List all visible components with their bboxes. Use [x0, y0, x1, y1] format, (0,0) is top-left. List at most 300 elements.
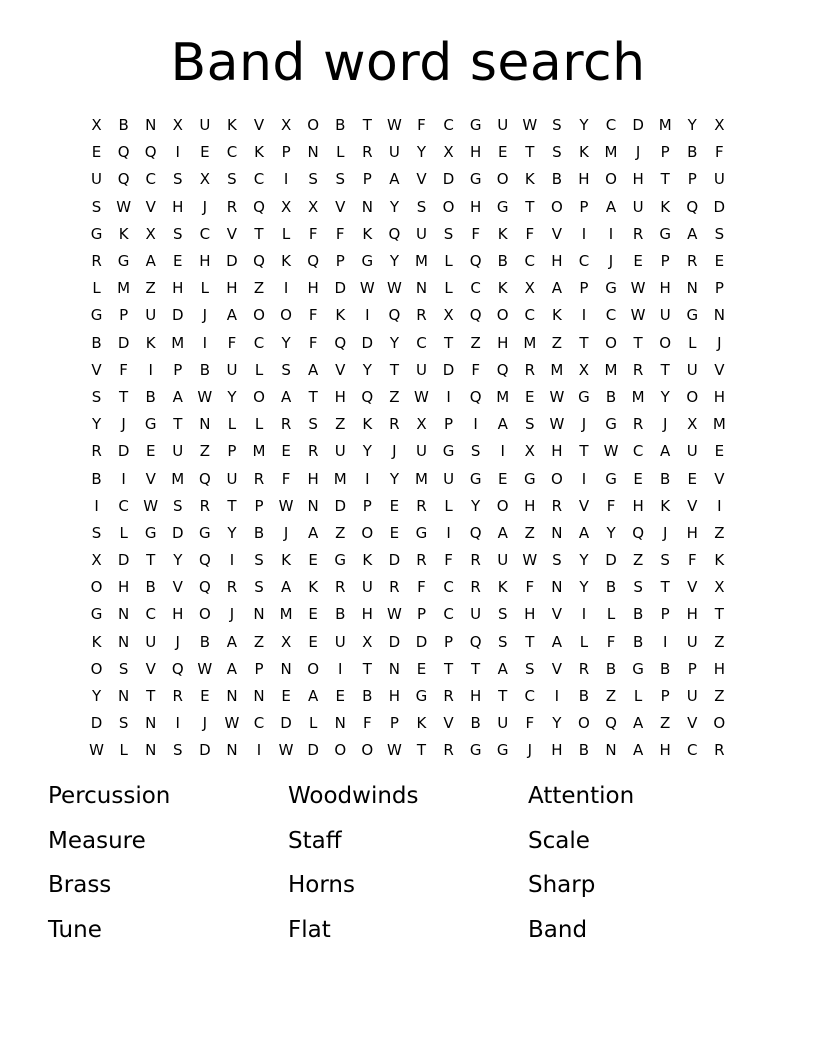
grid-letter: A [172, 387, 183, 406]
grid-letter: A [389, 170, 400, 189]
grid-letter: G [496, 741, 509, 760]
grid-letter: O [550, 469, 563, 488]
grid-letter: I [554, 687, 560, 706]
grid-letter: Q [334, 333, 347, 352]
grid-letter: L [200, 279, 210, 298]
grid-letter: J [608, 252, 614, 271]
grid-letter: X [443, 306, 454, 325]
grid-letter: T [525, 632, 535, 651]
grid-letter: H [659, 279, 671, 298]
grid-row [83, 438, 733, 465]
grid-letter: P [254, 496, 264, 515]
grid-letter: Q [632, 523, 644, 542]
grid-letter: M [279, 605, 293, 624]
grid-letter: R [389, 578, 400, 597]
grid-letter: O [280, 306, 292, 325]
grid-letter: P [687, 170, 697, 189]
grid-letter: J [662, 415, 668, 434]
grid-letter: I [283, 170, 289, 189]
grid-letter: I [581, 469, 587, 488]
grid-letter: N [145, 116, 157, 135]
grid-letter: O [496, 496, 509, 515]
grid-letter: F [417, 578, 426, 597]
grid-letter: F [281, 469, 291, 488]
grid-letter: Z [335, 415, 346, 434]
grid-letter: K [497, 279, 508, 298]
grid-letter: M [171, 469, 185, 488]
grid-letter: B [199, 632, 210, 651]
grid-letter: K [524, 170, 535, 189]
grid-row [83, 357, 733, 384]
grid-letter: Q [496, 360, 509, 379]
grid-letter: Y [471, 496, 481, 515]
grid-letter: E [308, 551, 318, 570]
word-list [48, 776, 788, 954]
grid-letter: G [496, 197, 509, 216]
grid-letter: D [90, 714, 103, 733]
grid-row [83, 112, 733, 139]
grid-letter: I [175, 143, 180, 162]
grid-letter: I [608, 224, 614, 243]
grid-letter: O [361, 741, 374, 760]
grid-letter: H [469, 197, 482, 216]
grid-letter: G [442, 442, 455, 461]
grid-letter: C [605, 116, 617, 135]
grid-letter: Q [198, 469, 211, 488]
grid-letter: R [253, 469, 265, 488]
grid-letter: Y [579, 116, 589, 135]
grid-letter: V [172, 578, 183, 597]
grid-letter: E [308, 605, 318, 624]
grid-letter: J [202, 197, 208, 216]
grid-letter: Z [335, 523, 346, 542]
grid-letter: T [579, 442, 589, 461]
grid-letter: P [660, 687, 670, 706]
grid-letter: O [334, 741, 347, 760]
grid-letter: F [525, 578, 535, 597]
grid-letter: L [444, 279, 453, 298]
grid-letter: E [525, 387, 535, 406]
grid-letter: A [226, 632, 238, 651]
grid-letter: I [365, 469, 370, 488]
grid-letter: A [497, 523, 508, 542]
grid-letter: E [714, 252, 725, 271]
grid-letter: B [470, 714, 481, 733]
grid-letter: W [386, 116, 402, 135]
grid-row [83, 330, 733, 357]
grid-letter: K [335, 306, 346, 325]
grid-letter: K [308, 578, 319, 597]
grid-letter: G [90, 605, 103, 624]
grid-letter: P [227, 442, 237, 461]
grid-letter: R [551, 496, 563, 515]
grid-letter: L [119, 741, 128, 760]
grid-letter: F [687, 551, 697, 570]
word-list-item: Brass [48, 872, 112, 898]
grid-letter: S [552, 143, 562, 162]
grid-letter: V [578, 496, 590, 515]
grid-letter: C [416, 333, 427, 352]
grid-letter: Y [281, 333, 291, 352]
grid-letter: I [202, 333, 208, 352]
grid-letter: G [469, 741, 482, 760]
grid-letter: N [713, 306, 725, 325]
grid-letter: L [336, 143, 345, 162]
grid-letter: V [443, 714, 454, 733]
grid-letter: O [307, 116, 320, 135]
grid-letter: S [91, 523, 102, 542]
grid-letter: V [145, 659, 156, 678]
grid-letter: U [443, 469, 455, 488]
grid-letter: X [199, 170, 210, 189]
grid-letter: O [605, 170, 617, 189]
grid-letter: Y [552, 714, 562, 733]
grid-letter: T [389, 360, 399, 379]
word-list-item: Tune [48, 916, 102, 943]
grid-letter: M [333, 469, 347, 488]
grid-letter: Z [389, 387, 400, 406]
grid-letter: X [416, 415, 427, 434]
grid-letter: S [118, 659, 129, 678]
grid-letter: R [578, 659, 590, 678]
grid-letter: U [686, 360, 698, 379]
grid-letter: T [146, 687, 156, 706]
grid-letter: C [226, 143, 238, 162]
word-list-item: Band [528, 916, 588, 943]
grid-letter: C [253, 333, 265, 352]
grid-letter: J [121, 415, 126, 434]
grid-letter: T [416, 741, 427, 760]
grid-letter: U [334, 442, 346, 461]
grid-letter: G [578, 387, 590, 406]
grid-letter: A [632, 714, 644, 733]
grid-letter: W [386, 279, 402, 298]
grid-letter: P [687, 659, 697, 678]
grid-row [83, 411, 733, 438]
grid-row [83, 683, 733, 710]
grid-letter: G [469, 170, 482, 189]
grid-letter: H [361, 605, 373, 624]
grid-letter: O [659, 333, 672, 352]
grid-letter: H [659, 741, 671, 760]
grid-letter: R [443, 687, 454, 706]
grid-letter: L [281, 224, 291, 243]
grid-letter: L [444, 252, 453, 271]
grid-letter: E [687, 469, 697, 488]
grid-letter: J [283, 523, 289, 542]
grid-letter: H [524, 605, 536, 624]
grid-letter: B [335, 605, 346, 624]
grid-letter: I [581, 605, 587, 624]
grid-letter: Y [91, 415, 102, 434]
grid-letter: S [254, 578, 264, 597]
word-list-item: Measure [48, 827, 146, 854]
grid-row [83, 465, 733, 492]
grid-letter: N [686, 279, 698, 298]
grid-letter: Z [714, 687, 725, 706]
grid-letter: B [551, 170, 563, 189]
grid-letter: A [308, 523, 319, 542]
grid-letter: Y [579, 578, 589, 597]
grid-letter: Y [362, 360, 372, 379]
grid-letter: P [254, 659, 264, 678]
grid-letter: G [469, 469, 482, 488]
grid-letter: X [172, 116, 183, 135]
grid-letter: T [471, 659, 481, 678]
grid-letter: C [253, 714, 265, 733]
grid-letter: S [308, 415, 318, 434]
grid-letter: I [500, 442, 505, 461]
grid-letter: T [443, 333, 454, 352]
grid-letter: F [363, 714, 372, 733]
grid-letter: G [90, 224, 103, 243]
grid-letter: N [226, 687, 238, 706]
grid-letter: P [660, 252, 670, 271]
grid-letter: S [173, 496, 183, 515]
grid-letter: S [335, 170, 345, 189]
grid-letter: N [118, 605, 130, 624]
grid-letter: F [525, 224, 535, 243]
grid-letter: F [606, 496, 616, 515]
grid-letter: C [145, 605, 156, 624]
grid-letter: L [254, 360, 264, 379]
grid-letter: Z [145, 279, 156, 298]
grid-letter: I [256, 741, 262, 760]
grid-letter: A [687, 224, 698, 243]
grid-letter: G [659, 224, 671, 243]
grid-letter: Q [388, 306, 401, 325]
grid-letter: H [117, 578, 130, 597]
grid-letter: M [415, 469, 428, 488]
grid-letter: R [632, 415, 644, 434]
grid-letter: D [171, 523, 184, 542]
grid-letter: I [283, 279, 289, 298]
grid-letter: S [173, 741, 183, 760]
grid-row [83, 384, 733, 411]
grid-letter: W [224, 714, 240, 733]
grid-letter: Z [605, 687, 617, 706]
grid-letter: C [118, 496, 129, 515]
grid-letter: A [280, 578, 292, 597]
grid-row [83, 601, 733, 628]
grid-letter: U [686, 442, 698, 461]
grid-letter: Z [714, 632, 725, 651]
grid-letter: C [605, 306, 617, 325]
grid-letter: Q [469, 523, 482, 542]
grid-letter: W [116, 197, 132, 216]
grid-letter: D [117, 333, 130, 352]
grid-letter: K [254, 143, 264, 162]
grid-letter: E [281, 687, 291, 706]
grid-letter: P [714, 279, 724, 298]
grid-row [83, 656, 733, 683]
grid-letter: H [578, 170, 590, 189]
grid-letter: G [90, 306, 103, 325]
grid-letter: E [173, 252, 183, 271]
grid-letter: E [714, 442, 725, 461]
grid-letter: X [524, 442, 535, 461]
grid-letter: F [444, 551, 453, 570]
grid-letter: T [443, 659, 454, 678]
grid-letter: R [443, 741, 454, 760]
grid-letter: R [632, 224, 644, 243]
grid-letter: V [145, 197, 156, 216]
grid-letter: D [605, 551, 617, 570]
grid-letter: E [497, 143, 508, 162]
grid-letter: D [171, 306, 184, 325]
word-list-item: Scale [528, 827, 590, 854]
grid-letter: I [365, 306, 370, 325]
grid-letter: S [497, 605, 508, 624]
grid-letter: M [117, 279, 131, 298]
grid-letter: G [469, 116, 482, 135]
grid-letter: W [278, 741, 294, 760]
grid-letter: B [253, 523, 265, 542]
grid-letter: K [362, 415, 373, 434]
grid-letter: O [713, 714, 726, 733]
grid-letter: E [633, 469, 643, 488]
grid-letter: P [579, 279, 589, 298]
grid-letter: A [497, 659, 508, 678]
grid-letter: D [226, 252, 238, 271]
grid-letter: A [308, 360, 319, 379]
grid-letter: D [388, 551, 401, 570]
grid-letter: W [359, 279, 375, 298]
grid-letter: N [118, 632, 130, 651]
grid-letter: J [175, 632, 180, 651]
grid-letter: W [522, 551, 538, 570]
grid-letter: E [308, 632, 318, 651]
grid-letter: R [687, 252, 698, 271]
grid-letter: S [173, 170, 183, 189]
grid-letter: A [497, 415, 508, 434]
grid-letter: Y [579, 551, 589, 570]
grid-letter: T [498, 687, 508, 706]
grid-letter: W [197, 659, 213, 678]
grid-letter: E [416, 659, 427, 678]
grid-letter: K [416, 714, 427, 733]
grid-letter: T [525, 143, 535, 162]
grid-letter: R [172, 687, 183, 706]
grid-letter: J [392, 442, 397, 461]
grid-letter: U [361, 578, 373, 597]
grid-letter: Q [117, 143, 130, 162]
grid-letter: S [118, 714, 129, 733]
grid-letter: X [578, 360, 590, 379]
grid-letter: N [415, 279, 428, 298]
grid-letter: K [91, 632, 102, 651]
grid-letter: Q [171, 659, 184, 678]
grid-letter: M [523, 333, 537, 352]
grid-letter: B [687, 143, 698, 162]
grid-letter: P [173, 360, 183, 379]
grid-letter: I [717, 496, 722, 515]
grid-row [83, 302, 733, 329]
grid-letter: Y [227, 387, 237, 406]
grid-letter: X [362, 632, 373, 651]
grid-letter: D [280, 714, 292, 733]
grid-letter: K [227, 116, 237, 135]
grid-letter: Y [687, 116, 697, 135]
grid-letter: Y [91, 687, 102, 706]
grid-letter: M [631, 387, 645, 406]
grid-letter: P [416, 605, 426, 624]
grid-letter: B [632, 632, 644, 651]
word-list-item: Attention [528, 783, 635, 809]
grid-letter: R [335, 578, 346, 597]
word-list-item: Flat [288, 916, 331, 943]
grid-letter: Q [686, 197, 699, 216]
grid-letter: E [389, 496, 400, 515]
grid-letter: Y [416, 143, 427, 162]
grid-letter: B [632, 605, 644, 624]
grid-letter: I [473, 415, 478, 434]
grid-letter: P [335, 252, 345, 271]
grid-letter: K [579, 143, 589, 162]
grid-letter: Z [253, 279, 265, 298]
grid-letter: C [145, 170, 156, 189]
grid-letter: T [660, 578, 670, 597]
grid-letter: I [446, 523, 451, 542]
grid-letter: X [687, 415, 698, 434]
grid-letter: Y [660, 387, 670, 406]
grid-letter: R [226, 197, 238, 216]
grid-letter: M [415, 252, 428, 271]
grid-letter: U [415, 360, 427, 379]
grid-letter: Z [660, 714, 671, 733]
grid-letter: I [662, 632, 668, 651]
grid-letter: R [307, 442, 319, 461]
grid-letter: Q [605, 714, 617, 733]
grid-letter: N [145, 714, 157, 733]
grid-letter: L [308, 714, 318, 733]
grid-letter: A [226, 659, 238, 678]
grid-letter: D [442, 360, 455, 379]
page-title: Band word search [170, 33, 646, 93]
grid-letter: T [362, 116, 372, 135]
word-list-item: Woodwinds [288, 783, 419, 809]
grid-row [83, 248, 733, 275]
grid-letter: D [307, 741, 319, 760]
grid-letter: Z [551, 333, 562, 352]
grid-letter: F [606, 632, 616, 651]
grid-row [83, 710, 733, 737]
grid-letter: Q [253, 252, 265, 271]
grid-letter: X [91, 551, 102, 570]
grid-letter: K [660, 496, 671, 515]
grid-letter: X [145, 224, 156, 243]
grid-letter: P [389, 714, 399, 733]
grid-letter: V [335, 360, 346, 379]
grid-letter: T [173, 415, 183, 434]
grid-letter: V [551, 224, 562, 243]
grid-row [83, 139, 733, 166]
grid-letter: F [525, 714, 535, 733]
grid-row [83, 547, 733, 574]
grid-row [83, 574, 733, 601]
grid-letter: Z [524, 523, 535, 542]
grid-letter: X [280, 197, 292, 216]
grid-letter: G [144, 415, 157, 434]
grid-letter: T [525, 197, 535, 216]
grid-letter: W [549, 387, 565, 406]
grid-letter: V [687, 496, 698, 515]
grid-letter: S [308, 170, 318, 189]
grid-letter: S [254, 551, 264, 570]
grid-letter: D [361, 333, 374, 352]
grid-letter: Y [389, 197, 399, 216]
grid-letter: U [145, 306, 157, 325]
